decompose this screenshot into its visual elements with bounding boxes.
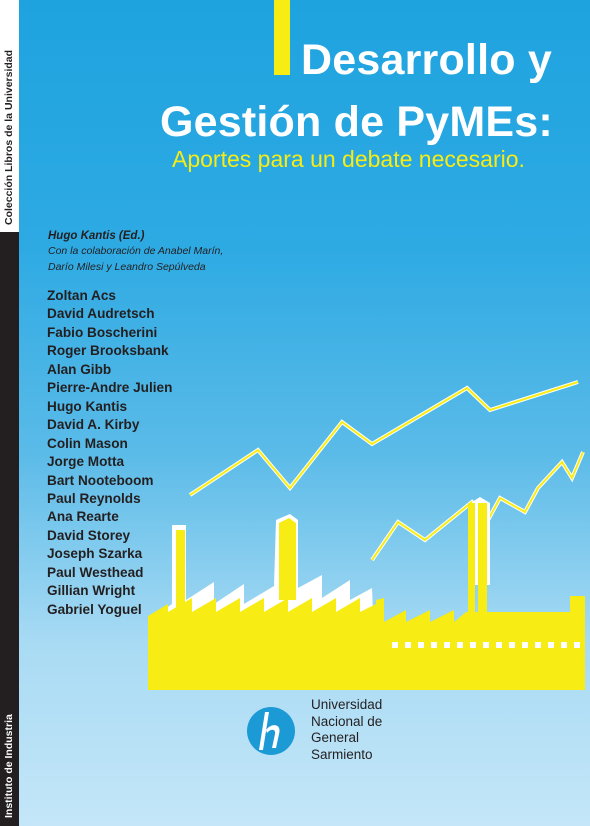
author-name: Roger Brooksbank (47, 343, 169, 359)
collaboration-line-2: Darío Milesi y Leandro Sepúlveda (48, 261, 206, 273)
author-name: Hugo Kantis (47, 398, 128, 414)
factory-windows (392, 642, 580, 648)
subtitle: Aportes para un debate necesario. (172, 146, 525, 172)
author-name: Jorge Motta (47, 454, 125, 470)
university-name-line: General (311, 730, 360, 745)
university-name-line: Sarmiento (311, 746, 373, 762)
title-line-1: Desarrollo y (301, 36, 552, 84)
university-name (311, 697, 382, 763)
author-name: Pierre-Andre Julien (47, 380, 173, 396)
author-name: David A. Kirby (47, 417, 140, 433)
author-name: David Audretsch (47, 306, 155, 322)
title-line-2: Gestión de PyMEs: (160, 98, 553, 146)
author-name: Joseph Szarka (47, 546, 143, 562)
editor-credit: Hugo Kantis (Ed.) (48, 230, 145, 242)
author-name: Fabio Boscherini (47, 324, 158, 340)
university-name-line: Nacional de (311, 713, 383, 729)
author-name: Zoltan Acs (47, 288, 116, 303)
collaboration-line-1: Con la colaboración de Anabel Marín, (48, 245, 224, 257)
author-name: Colin Mason (47, 435, 128, 451)
author-name: Gillian Wright (47, 583, 136, 599)
university-name-line: Universidad (311, 697, 383, 712)
title-accent-bar (274, 0, 290, 75)
author-name: Alan Gibb (47, 361, 112, 377)
author-name: Paul Westhead (47, 564, 144, 580)
author-name: Ana Rearte (47, 509, 119, 525)
author-name: Bart Nooteboom (47, 472, 154, 488)
collection-label: Colección Libros de la Universidad (3, 49, 15, 225)
author-list (47, 287, 172, 619)
author-name: Gabriel Yoguel (47, 601, 142, 617)
institute-label: Instituto de Industria (3, 714, 15, 818)
author-name: David Storey (47, 527, 131, 543)
author-name: Paul Reynolds (47, 490, 141, 506)
trend-line (190, 382, 583, 560)
university-logo-icon (246, 706, 296, 756)
